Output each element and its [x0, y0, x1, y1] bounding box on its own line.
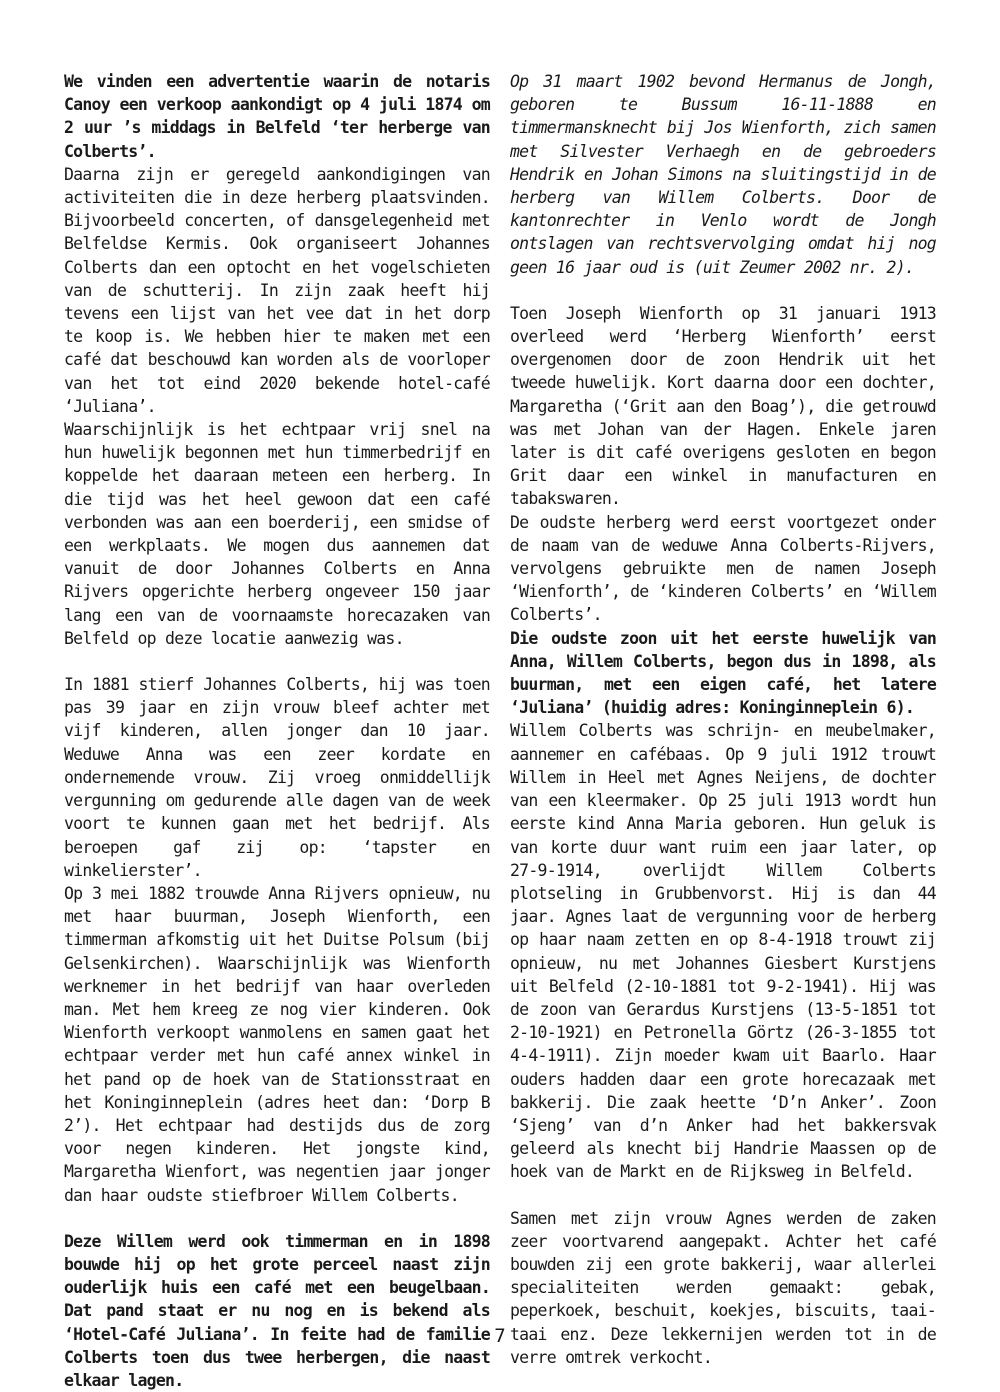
paragraph: Waarschijnlijk is het echtpaar vrij snel na hun huwelijk begonnen met hun timmerbedrijf en koppelde het daaraan meteen een herberg. In die tijd was het heel gewoon dat een café verbonden was aan een boerderij, een smidse of een werkplaats. We mogen dus aannemen dat vanuit de door Johannes Colberts en Anna Rijvers opgerichte herberg ongeveer 150 jaar lang een van de voornaamste horecazaken van Belfeld op deze locatie aanwezig was.: [64, 420, 490, 648]
paragraph: Toen Joseph Wienforth op 31 januari 1913 overleed werd ‘Herberg Wienforth’ eerst overgenomen door de zoon Hendrik uit het tweede huwelijk. Kort daarna door een dochter, Margaretha (‘Grit aan den Boag’), die getrouwd was met Johan van der Hagen. Enkele jaren later is dit café overigens gesloten en begon Grit daar een winkel in manufacturen en tabakswaren.: [510, 303, 936, 509]
paragraph: Deze Willem werd ook timmerman en in 1898 bouwde hij op het grote perceel naast zijn ouderlijk huis een café met een beugelbaan. Dat pand staat er nu nog en is bekend als ‘Hotel-Café Juliana’. In feite had de familie Colberts toen dus twee herbergen, die naast elkaar lagen.: [64, 1231, 490, 1390]
paragraph: Daarna zijn er geregeld aankondigingen van activiteiten die in deze herberg plaatsvinden. Bijvoorbeeld concerten, of dansgelegenheid met Belfeldse Kermis. Ook organiseert Johannes Colberts dan een optocht en het vogelschieten van de schutterij. In zijn zaak heeft hij tevens een lijst van het vee dat in het dorp te koop is. We hebben hier te maken met een café dat beschouwd kan worden als de voorloper van het tot eind 2020 bekende hotel-café ‘Juliana’.: [64, 164, 490, 416]
paragraph: Die oudste zoon uit het eerste huwelijk van Anna, Willem Colberts, begon dus in 1898, als buurman, met een eigen café, het latere ‘Juliana’ (huidig adres: Koninginneplein 6).: [510, 628, 936, 718]
paragraph: We vinden een advertentie waarin de notaris Canoy een verkoop aankondigt op 4 juli 1874 om 2 uur ’s middags in Belfeld ‘ter herberge van Colberts’.: [64, 72, 490, 161]
paragraph: In 1881 stierf Johannes Colberts, hij was toen pas 39 jaar en zijn vrouw bleef achter met vijf kinderen, allen jonger dan 10 jaar. Weduwe Anna was een zeer kordate en ondernemende vrouw. Zij vroeg onmiddellijk vergunning om gedurende alle dagen van de week voort te kunnen gaan met het bedrijf. Als beroepen gaf zij op: ‘tapster en winkelierster’.: [64, 675, 490, 880]
left-column: [64, 70, 490, 1392]
right-column: [510, 70, 936, 1369]
paragraph: Op 31 maart 1902 bevond Hermanus de Jongh, geboren te Bussum 16-11-1888 en timmermansknecht bij Jos Wienforth, zich samen met Silvester Verhaegh en de gebroeders Hendrik en Johan Simons na sluitingstijd in de herberg van Willem Colberts. Door de kantonrechter in Venlo wordt de Jongh ontslagen van rechtsvervolging omdat hij nog geen 16 jaar oud is (uit Zeumer 2002 nr. 2).: [510, 72, 936, 277]
paragraph: Samen met zijn vrouw Agnes werden de zaken zeer voortvarend aangepakt. Achter het café bouwden zij een grote bakkerij, waar allerlei specialiteiten werden gemaakt: gebak, peperkoek, beschuit, koekjes, biscuits, taai-taai enz. Deze lekkernijen werden tot in de verre omtrek verkocht.: [510, 1208, 936, 1367]
page-number: 7: [494, 1325, 506, 1347]
paragraph: De oudste herberg werd eerst voortgezet onder de naam van de weduwe Anna Colberts-Rijvers, vervolgens gebruikte men de namen Joseph ‘Wienforth’, de ‘kinderen Colberts’ en ‘Willem Colberts’.: [510, 512, 936, 625]
paragraph: Willem Colberts was schrijn- en meubelmaker, aannemer en cafébaas. Op 9 juli 1912 trouwt Willem in Heel met Agnes Neijens, de dochter van een kleermaker. Op 25 juli 1913 wordt hun eerste kind Anna Maria geboren. Hun geluk is van korte duur want ruim een jaar later, op 27-9-1914, overlijdt Willem Colberts plotseling in Grubbenvorst. Hij is dan 44 jaar. Agnes laat de vergunning voor de herberg op haar naam zetten en op 8-4-1918 trouwt zij opnieuw, nu met Johannes Giesbert Kurstjens uit Belfeld (2-10-1881 tot 9-2-1941). Hij was de zoon van Gerardus Kurstjens (13-5-1851 tot 2-10-1921) en Petronella Görtz (26-3-1855 tot 4-4-1911). Zijn moeder kwam uit Baarlo. Haar ouders hadden daar een grote horecazaak met bakkerij. Die zaak heette ‘D’n Anker’. Zoon ‘Sjeng’ van d’n Anker had het bakkersvak geleerd als knecht bij Handrie Maassen op de hoek van de Markt en de Rijksweg in Belfeld.: [510, 721, 936, 1182]
paragraph: Op 3 mei 1882 trouwde Anna Rijvers opnieuw, nu met haar buurman, Joseph Wienforth, een timmerman afkomstig uit het Duitse Polsum (bij Gelsenkirchen). Waarschijnlijk was Wienforth werknemer in het bedrijf van haar overleden man. Met hem kreeg ze nog vier kinderen. Ook Wienforth verkoopt wanmolens en samen gaat het echtpaar verder met hun café annex winkel in het pand op de hoek van de Stationsstraat en het Koninginneplein (adres heet dan: ‘Dorp B 2’). Het echtpaar had destijds dus de zorg voor negen kinderen. Het jongste kind, Margaretha Wienfort, was negentien jaar jonger dan haar oudste stiefbroer Willem Colberts.: [64, 883, 490, 1205]
